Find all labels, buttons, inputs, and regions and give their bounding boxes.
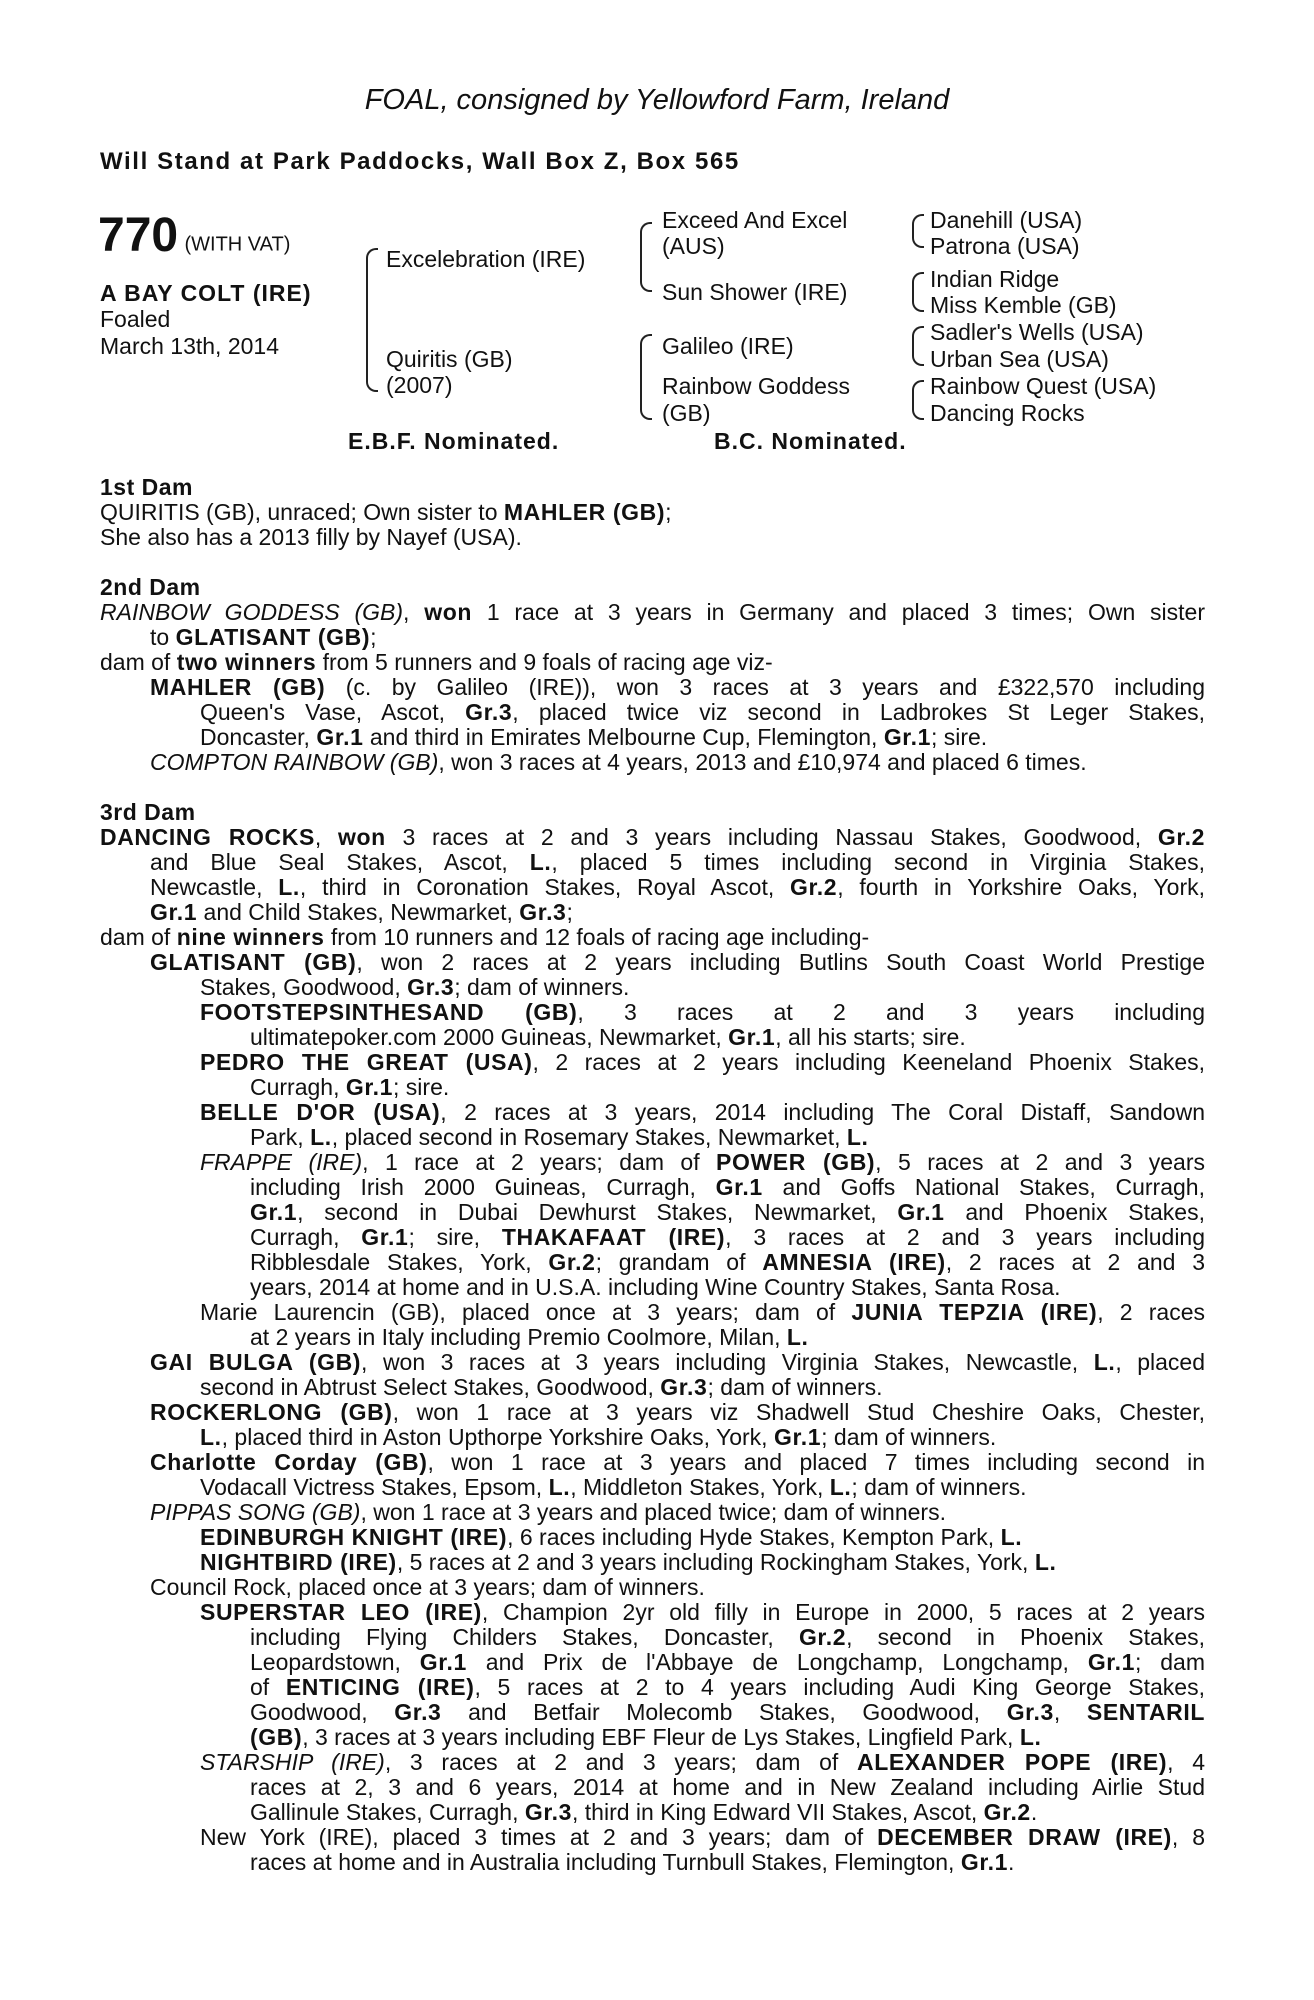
- third-dam-line-aa: Vodacall Victress Stakes, Epsom, L., Middleton Stakes, York, L.; dam of winners.: [200, 1474, 1027, 1500]
- brace-dam: [640, 334, 652, 420]
- gen3-8: Dancing Rocks: [930, 400, 1085, 426]
- sire-sire-country: (AUS): [662, 233, 725, 259]
- third-dam-line-ah: Leopardstown, Gr.1 and Prix de l'Abbaye de Longchamp, Longchamp, Gr.1; dam: [250, 1649, 1205, 1675]
- sire-sire: Exceed And Excel: [662, 207, 848, 233]
- brace-dd: [912, 380, 924, 420]
- third-dam-line-a: DANCING ROCKS, won 3 races at 2 and 3 years including Nassau Stakes, Goodwood, Gr.2: [100, 824, 1205, 850]
- third-dam-line-v: GAI BULGA (GB), won 3 races at 3 years including Virginia Stakes, Newcastle, L., placed: [150, 1349, 1205, 1375]
- gen3-2: Patrona (USA): [930, 233, 1080, 259]
- third-dam-line-s: years, 2014 at home and in U.S.A. including Wine Country Stakes, Santa Rosa.: [250, 1274, 1061, 1300]
- dam-dam: Rainbow Goddess: [662, 373, 850, 399]
- dam-sire: Galileo (IRE): [662, 333, 794, 359]
- third-dam-line-t: Marie Laurencin (GB), placed once at 3 years; dam of JUNIA TEPZIA (IRE), 2 races: [200, 1299, 1205, 1325]
- foaled-label: Foaled: [100, 306, 171, 332]
- third-dam-line-r: Ribblesdale Stakes, York, Gr.2; grandam of AMNESIA (IRE), 2 races at 2 and 3: [250, 1249, 1205, 1275]
- third-dam-line-ao: New York (IRE), placed 3 times at 2 and 3 years; dam of DECEMBER DRAW (IRE), 8: [200, 1824, 1205, 1850]
- third-dam-line-d: Gr.1 and Child Stakes, Newmarket, Gr.3;: [150, 899, 573, 925]
- third-dam-line-ac: EDINBURGH KNIGHT (IRE), 6 races including Hyde Stakes, Kempton Park, L.: [200, 1524, 1023, 1550]
- third-dam-line-h: FOOTSTEPSINTHESAND (GB), 3 races at 2 and 3 years including: [200, 999, 1205, 1025]
- dam-name: Quiritis (GB): [386, 346, 513, 372]
- third-dam-line-y: L., placed third in Aston Upthorpe Yorkshire Oaks, York, Gr.1; dam of winners.: [200, 1424, 997, 1450]
- third-dam-line-k: Curragh, Gr.1; sire.: [250, 1074, 450, 1100]
- third-dam-line-g: Stakes, Goodwood, Gr.3; dam of winners.: [200, 974, 630, 1000]
- third-dam-line-aj: Goodwood, Gr.3 and Betfair Molecomb Stakes, Goodwood, Gr.3, SENTARIL: [250, 1699, 1205, 1725]
- third-dam-line-p: Gr.1, second in Dubai Dewhurst Stakes, Newmarket, Gr.1 and Phoenix Stakes,: [250, 1199, 1205, 1225]
- third-dam-line-b: and Blue Seal Stakes, Ascot, L., placed 5 times including second in Virginia Stakes,: [150, 849, 1205, 875]
- vat-note: (WITH VAT): [184, 233, 291, 256]
- third-dam-line-al: STARSHIP (IRE), 3 races at 2 and 3 years; dam of ALEXANDER POPE (IRE), 4: [200, 1749, 1205, 1775]
- first-dam-line-1: QUIRITIS (GB), unraced; Own sister to MAHLER (GB);: [100, 499, 672, 525]
- second-dam-line-6: Doncaster, Gr.1 and third in Emirates Melbourne Cup, Flemington, Gr.1; sire.: [200, 724, 988, 750]
- second-dam-line-1: RAINBOW GODDESS (GB), won 1 race at 3 years in Germany and placed 3 times; Own sister: [100, 599, 1206, 625]
- brace-sd: [912, 272, 924, 312]
- third-dam-line-q: Curragh, Gr.1; sire, THAKAFAAT (IRE), 3 races at 2 and 3 years including: [250, 1224, 1206, 1250]
- foaled-date: March 13th, 2014: [100, 333, 280, 359]
- gen3-4: Miss Kemble (GB): [930, 292, 1117, 318]
- second-dam-line-4: MAHLER (GB) (c. by Galileo (IRE)), won 3 races at 3 years and £322,570 including: [150, 674, 1206, 700]
- third-dam-line-ag: including Flying Childers Stakes, Doncaster, Gr.2, second in Phoenix Stakes,: [250, 1624, 1205, 1650]
- third-dam-line-l: BELLE D'OR (USA), 2 races at 3 years, 2014 including The Coral Distaff, Sandown: [200, 1099, 1205, 1125]
- second-dam-line-2: to GLATISANT (GB);: [150, 624, 377, 650]
- gen3-1: Danehill (USA): [930, 207, 1083, 233]
- first-dam-heading: 1st Dam: [100, 474, 193, 500]
- brace-ss: [912, 214, 924, 248]
- brace-ds: [912, 326, 924, 366]
- third-dam-line-an: Gallinule Stakes, Curragh, Gr.3, third in King Edward VII Stakes, Ascot, Gr.2.: [250, 1799, 1038, 1825]
- second-dam-line-3: dam of two winners from 5 runners and 9 foals of racing age viz-: [100, 649, 773, 675]
- third-dam-line-i: ultimatepoker.com 2000 Guineas, Newmarket, Gr.1, all his starts; sire.: [250, 1024, 966, 1050]
- sire-dam: Sun Shower (IRE): [662, 279, 848, 305]
- third-dam-line-u: at 2 years in Italy including Premio Coolmore, Milan, L.: [250, 1324, 809, 1350]
- ebf-nominated: E.B.F. Nominated.: [348, 428, 560, 454]
- brace-sire: [640, 222, 652, 292]
- second-dam-line-7: COMPTON RAINBOW (GB), won 3 races at 4 years, 2013 and £10,974 and placed 6 times.: [150, 749, 1087, 775]
- bc-nominated: B.C. Nominated.: [714, 428, 907, 454]
- gen3-3: Indian Ridge: [930, 266, 1060, 292]
- first-dam-line-2: She also has a 2013 filly by Nayef (USA).: [100, 524, 522, 550]
- third-dam-line-o: including Irish 2000 Guineas, Curragh, Gr.1 and Goffs National Stakes, Curragh,: [250, 1174, 1205, 1200]
- brace-sire-dam: [366, 248, 378, 392]
- lot-number: [98, 208, 290, 263]
- gen3-5: Sadler's Wells (USA): [930, 319, 1144, 345]
- page-title: FOAL, consigned by Yellowford Farm, Ireland: [364, 84, 950, 116]
- gen3-7: Rainbow Quest (USA): [930, 373, 1157, 399]
- third-dam-line-j: PEDRO THE GREAT (USA), 2 races at 2 years including Keeneland Phoenix Stakes,: [200, 1049, 1206, 1075]
- second-dam-heading: 2nd Dam: [100, 574, 201, 600]
- stand-location: Will Stand at Park Paddocks, Wall Box Z, Box 565: [100, 148, 740, 175]
- third-dam-heading: 3rd Dam: [100, 799, 196, 825]
- third-dam-line-e: dam of nine winners from 10 runners and 12 foals of racing age including-: [100, 924, 870, 950]
- lot-number-value: 770: [98, 209, 179, 262]
- second-dam-line-5: Queen's Vase, Ascot, Gr.3, placed twice viz second in Ladbrokes St Leger Stakes,: [200, 699, 1205, 725]
- third-dam-line-w: second in Abtrust Select Stakes, Goodwood, Gr.3; dam of winners.: [200, 1374, 883, 1400]
- third-dam-line-ap: races at home and in Australia including Turnbull Stakes, Flemington, Gr.1.: [250, 1849, 1015, 1875]
- third-dam-line-m: Park, L., placed second in Rosemary Stakes, Newmarket, L.: [250, 1124, 869, 1150]
- third-dam-line-ab: PIPPAS SONG (GB), won 1 race at 3 years and placed twice; dam of winners.: [150, 1499, 946, 1525]
- lot-name: A BAY COLT (IRE): [100, 280, 312, 306]
- third-dam-line-n: FRAPPE (IRE), 1 race at 2 years; dam of POWER (GB), 5 races at 2 and 3 years: [200, 1149, 1205, 1175]
- third-dam-line-ak: (GB), 3 races at 3 years including EBF Fleur de Lys Stakes, Lingfield Park, L.: [250, 1724, 1042, 1750]
- third-dam-line-ae: Council Rock, placed once at 3 years; dam of winners.: [150, 1574, 705, 1600]
- third-dam-line-x: ROCKERLONG (GB), won 1 race at 3 years viz Shadwell Stud Cheshire Oaks, Chester,: [150, 1399, 1205, 1425]
- dam-dam-country: (GB): [662, 400, 711, 426]
- third-dam-line-f: GLATISANT (GB), won 2 races at 2 years including Butlins South Coast World Prestige: [150, 949, 1205, 975]
- third-dam-line-am: races at 2, 3 and 6 years, 2014 at home and in New Zealand including Airlie Stud: [250, 1774, 1205, 1800]
- third-dam-line-c: Newcastle, L., third in Coronation Stakes, Royal Ascot, Gr.2, fourth in Yorkshire Oaks, York,: [150, 874, 1206, 900]
- third-dam-line-ad: NIGHTBIRD (IRE), 5 races at 2 and 3 years including Rockingham Stakes, York, L.: [200, 1549, 1057, 1575]
- dam-year: (2007): [386, 372, 453, 398]
- gen3-6: Urban Sea (USA): [930, 346, 1109, 372]
- third-dam-line-af: SUPERSTAR LEO (IRE), Champion 2yr old filly in Europe in 2000, 5 races at 2 years: [200, 1599, 1205, 1625]
- sire-name: Excelebration (IRE): [386, 246, 586, 272]
- third-dam-line-z: Charlotte Corday (GB), won 1 race at 3 years and placed 7 times including second in: [150, 1449, 1205, 1475]
- third-dam-line-ai: of ENTICING (IRE), 5 races at 2 to 4 years including Audi King George Stakes,: [250, 1674, 1205, 1700]
